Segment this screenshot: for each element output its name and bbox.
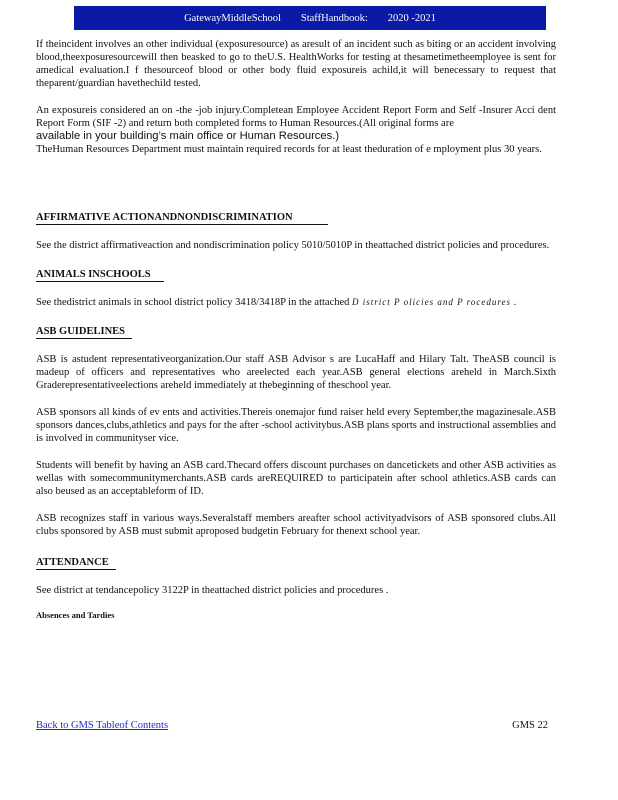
asb-paragraph-2: ASB sponsors all kinds of ev ents and activities.Thereis onemajor fund raiser held every September,the magazinesale.ASB sponsors dances,clubs,athletics and pays for the after -school activitybus.ASB plans sports and instructional assemblies and is involved in communityser vice. — [36, 407, 556, 444]
exposure-paragraph-2-note: available in your building’s main office or Human Resources.) — [36, 130, 340, 142]
affirmative-text: See the district affirmativeaction and nondiscrimination policy 5010/5010P in theattached district policies and procedures. — [36, 240, 550, 251]
attendance-heading: ATTENDANCE — [36, 557, 116, 570]
exposure-paragraph-2: An exposureis considered an on -the -job injury.Completean Employee Accident Report Form and Self -Insurer Acci dent Report Form (SIF -2) and return both completed forms to Human Resources.(All original forms are — [36, 105, 556, 129]
header-doc: StaffHandbook: — [300, 12, 368, 24]
animals-heading: ANIMALS INSCHOOLS — [36, 269, 164, 282]
district-policies-reference: D istrict P olicies and P rocedures — [352, 297, 512, 307]
absences-tardies-subheading: Absences and Tardies — [36, 610, 115, 620]
page-content — [36, 38, 556, 622]
back-to-contents-link[interactable]: Back to GMS Tableof Contents — [36, 720, 169, 731]
header-years: 2020 -2021 — [387, 12, 436, 24]
page-footer — [36, 720, 548, 731]
animals-text: See thedistrict animals in school district policy 3418/3418P in the attached D istrict P olicies and P rocedures . — [36, 297, 517, 308]
attendance-text: See district at tendancepolicy 3122P in theattached district policies and procedures . — [36, 585, 389, 596]
asb-heading: ASB GUIDELINES — [36, 326, 132, 339]
page-number: GMS 22 — [512, 720, 548, 731]
asb-paragraph-4: ASB recognizes staff in various ways.Severalstaff members areafter school activityadvisors of ASB sponsored clubs.All clubs sponsored by ASB must submit aproposed budgetin February for thenext school year. — [36, 513, 556, 537]
asb-paragraph-3: Students will benefit by having an ASB card.Thecard offers discount purchases on dancetickets and other ASB activities as wellas with somecommunitymerchants.ASB cards areREQUIRED to participatein after school athletics.ASB cards can also beused as an acceptableform of ID. — [36, 460, 556, 497]
affirmative-heading: AFFIRMATIVE ACTIONANDNONDISCRIMINATION — [36, 212, 328, 225]
page-header — [74, 6, 546, 30]
asb-paragraph-1: ASB is astudent representativeorganization.Our staff ASB Advisor s are LucaHaff and Hilary Talt. TheASB council is madeup of officers and representatives who areelected each year.ASB general elections areheld in March.Sixth Graderepresentativeelections areheld immediately at thebeginning of theschool year. — [36, 354, 556, 391]
exposure-paragraph-1: If theincident involves an other individual (exposuresource) as aresult of an incident such as biting or an accident involving blood,theexposuresourcewill then beasked to go to theU.S. HealthWorks for testing at thesametimetheemployee is sent for amedical evaluation.I f thesourceof blood or other body fluid exposureis achild,it will benecessary to request that theparent/guardian havethechild tested. — [36, 39, 556, 89]
header-school: GatewayMiddleSchool — [184, 12, 281, 24]
exposure-paragraph-3: TheHuman Resources Department must maintain required records for at least theduration of e mployment plus 30 years. — [36, 144, 542, 155]
